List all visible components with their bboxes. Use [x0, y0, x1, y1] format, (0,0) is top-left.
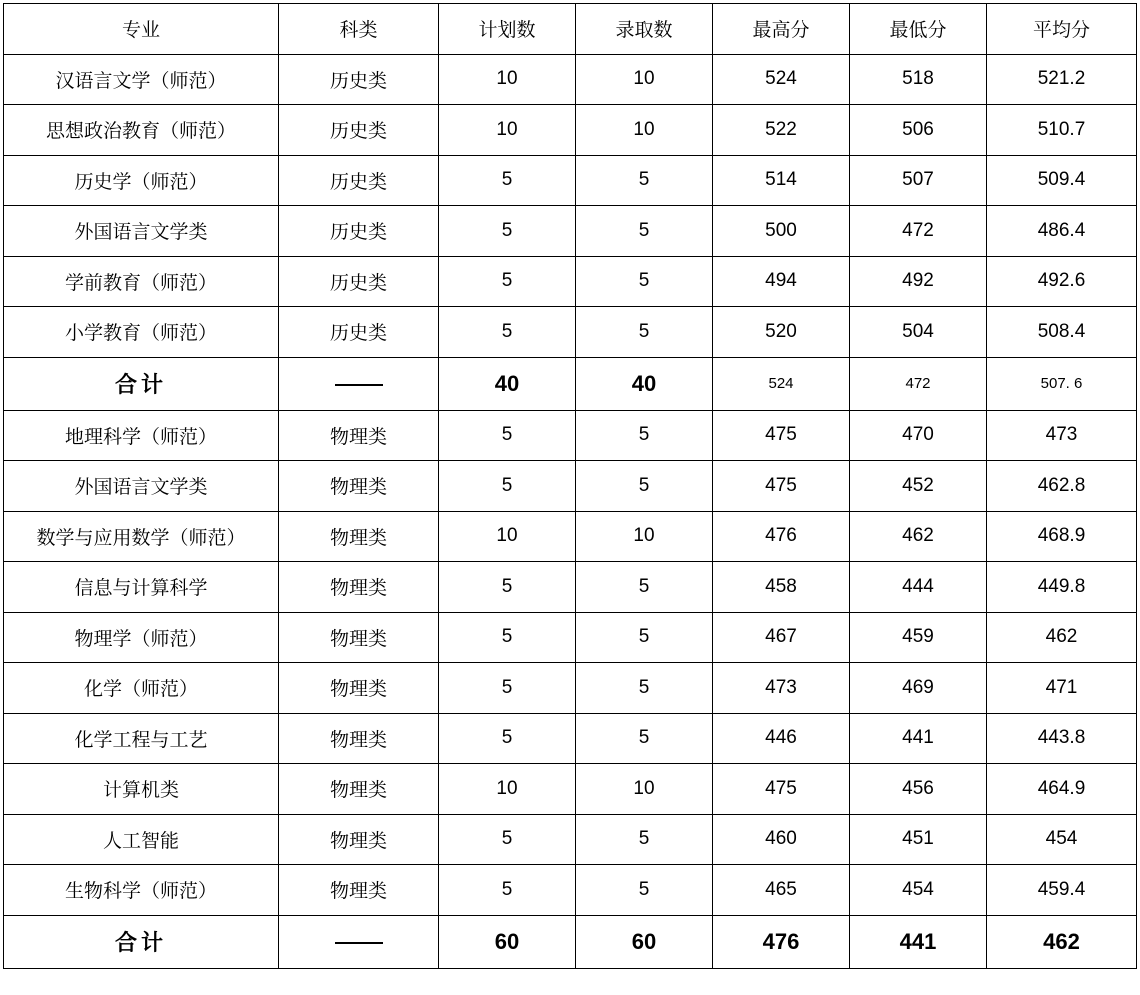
cell-highest: 446 — [713, 713, 850, 764]
cell-admitted: 10 — [576, 764, 713, 815]
cell-admitted: 5 — [576, 155, 713, 206]
cell-plan: 40 — [439, 357, 576, 410]
cell-category: 物理类 — [279, 814, 439, 865]
cell-highest: 473 — [713, 663, 850, 714]
table-row — [4, 105, 1137, 156]
cell-plan: 5 — [439, 814, 576, 865]
dash-line-icon — [335, 384, 383, 386]
cell-lowest: 507 — [850, 155, 987, 206]
table-row — [4, 511, 1137, 562]
cell-lowest: 504 — [850, 307, 987, 358]
cell-admitted: 5 — [576, 562, 713, 613]
cell-lowest: 452 — [850, 461, 987, 512]
cell-highest: 458 — [713, 562, 850, 613]
cell-category: 物理类 — [279, 764, 439, 815]
cell-category: 物理类 — [279, 663, 439, 714]
cell-lowest: 472 — [850, 206, 987, 257]
cell-highest: 475 — [713, 764, 850, 815]
table-total-row — [4, 357, 1137, 410]
cell-average: 471 — [987, 663, 1137, 714]
cell-highest: 494 — [713, 256, 850, 307]
cell-plan: 5 — [439, 461, 576, 512]
cell-plan: 5 — [439, 307, 576, 358]
cell-plan: 5 — [439, 410, 576, 461]
cell-category — [279, 915, 439, 968]
table-row — [4, 814, 1137, 865]
cell-category: 历史类 — [279, 54, 439, 105]
cell-average: 468.9 — [987, 511, 1137, 562]
cell-admitted: 5 — [576, 256, 713, 307]
cell-major: 化学工程与工艺 — [4, 713, 279, 764]
cell-average: 509.4 — [987, 155, 1137, 206]
cell-major: 外国语言文学类 — [4, 206, 279, 257]
column-header-highest: 最高分 — [713, 4, 850, 55]
cell-major: 思想政治教育（师范） — [4, 105, 279, 156]
cell-admitted: 5 — [576, 410, 713, 461]
cell-category: 历史类 — [279, 105, 439, 156]
cell-admitted: 5 — [576, 713, 713, 764]
cell-category: 历史类 — [279, 206, 439, 257]
column-header-lowest: 最低分 — [850, 4, 987, 55]
table-total-row — [4, 915, 1137, 968]
cell-category: 物理类 — [279, 713, 439, 764]
cell-plan: 10 — [439, 54, 576, 105]
table-row — [4, 410, 1137, 461]
cell-major: 外国语言文学类 — [4, 461, 279, 512]
cell-major: 生物科学（师范） — [4, 865, 279, 916]
cell-major: 小学教育（师范） — [4, 307, 279, 358]
cell-highest: 524 — [713, 54, 850, 105]
table-row — [4, 206, 1137, 257]
cell-plan: 5 — [439, 865, 576, 916]
cell-lowest: 470 — [850, 410, 987, 461]
table-row — [4, 612, 1137, 663]
cell-admitted: 5 — [576, 307, 713, 358]
cell-major: 物理学（师范） — [4, 612, 279, 663]
cell-average: 462.8 — [987, 461, 1137, 512]
cell-lowest: 518 — [850, 54, 987, 105]
table-row — [4, 155, 1137, 206]
cell-average: 462 — [987, 915, 1137, 968]
cell-average: 459.4 — [987, 865, 1137, 916]
cell-highest: 465 — [713, 865, 850, 916]
cell-lowest: 459 — [850, 612, 987, 663]
cell-plan: 5 — [439, 206, 576, 257]
cell-highest: 475 — [713, 461, 850, 512]
table-row — [4, 865, 1137, 916]
cell-lowest: 441 — [850, 713, 987, 764]
cell-plan: 60 — [439, 915, 576, 968]
cell-category: 物理类 — [279, 410, 439, 461]
cell-plan: 5 — [439, 256, 576, 307]
cell-average: 473 — [987, 410, 1137, 461]
cell-major: 人工智能 — [4, 814, 279, 865]
table-row — [4, 713, 1137, 764]
cell-plan: 10 — [439, 764, 576, 815]
cell-plan: 10 — [439, 105, 576, 156]
cell-average: 521.2 — [987, 54, 1137, 105]
column-header-admitted: 录取数 — [576, 4, 713, 55]
cell-highest: 476 — [713, 511, 850, 562]
cell-category: 物理类 — [279, 461, 439, 512]
cell-highest: 467 — [713, 612, 850, 663]
cell-average: 454 — [987, 814, 1137, 865]
cell-admitted: 5 — [576, 814, 713, 865]
cell-major: 信息与计算科学 — [4, 562, 279, 613]
cell-admitted: 5 — [576, 663, 713, 714]
cell-average: 462 — [987, 612, 1137, 663]
cell-major: 汉语言文学（师范） — [4, 54, 279, 105]
table-row — [4, 461, 1137, 512]
cell-major: 历史学（师范） — [4, 155, 279, 206]
cell-admitted: 5 — [576, 206, 713, 257]
column-header-average: 平均分 — [987, 4, 1137, 55]
cell-lowest: 506 — [850, 105, 987, 156]
cell-category — [279, 357, 439, 410]
cell-major: 合计 — [4, 357, 279, 410]
cell-highest: 524 — [713, 357, 850, 410]
cell-category: 历史类 — [279, 155, 439, 206]
cell-lowest: 454 — [850, 865, 987, 916]
cell-average: 464.9 — [987, 764, 1137, 815]
cell-category: 历史类 — [279, 307, 439, 358]
table-header-row — [4, 4, 1137, 55]
cell-major: 化学（师范） — [4, 663, 279, 714]
cell-highest: 522 — [713, 105, 850, 156]
table-row — [4, 764, 1137, 815]
cell-plan: 10 — [439, 511, 576, 562]
cell-category: 物理类 — [279, 562, 439, 613]
cell-highest: 520 — [713, 307, 850, 358]
cell-category: 物理类 — [279, 865, 439, 916]
cell-admitted: 10 — [576, 511, 713, 562]
cell-lowest: 441 — [850, 915, 987, 968]
cell-admitted: 5 — [576, 612, 713, 663]
cell-highest: 500 — [713, 206, 850, 257]
cell-plan: 5 — [439, 612, 576, 663]
cell-highest: 475 — [713, 410, 850, 461]
cell-highest: 476 — [713, 915, 850, 968]
cell-major: 数学与应用数学（师范） — [4, 511, 279, 562]
cell-lowest: 451 — [850, 814, 987, 865]
cell-plan: 5 — [439, 562, 576, 613]
cell-average: 449.8 — [987, 562, 1137, 613]
cell-plan: 5 — [439, 155, 576, 206]
cell-admitted: 10 — [576, 54, 713, 105]
cell-major: 计算机类 — [4, 764, 279, 815]
dash-line-icon — [335, 942, 383, 944]
cell-lowest: 472 — [850, 357, 987, 410]
admission-score-table — [3, 3, 1137, 969]
cell-major: 学前教育（师范） — [4, 256, 279, 307]
table-row — [4, 562, 1137, 613]
table-row — [4, 663, 1137, 714]
column-header-major: 专业 — [4, 4, 279, 55]
cell-average: 486.4 — [987, 206, 1137, 257]
cell-highest: 514 — [713, 155, 850, 206]
cell-category: 历史类 — [279, 256, 439, 307]
cell-major: 合计 — [4, 915, 279, 968]
cell-average: 443.8 — [987, 713, 1137, 764]
cell-admitted: 60 — [576, 915, 713, 968]
table-row — [4, 256, 1137, 307]
cell-category: 物理类 — [279, 511, 439, 562]
column-header-category: 科类 — [279, 4, 439, 55]
cell-lowest: 444 — [850, 562, 987, 613]
cell-admitted: 5 — [576, 865, 713, 916]
cell-lowest: 492 — [850, 256, 987, 307]
cell-plan: 5 — [439, 713, 576, 764]
cell-category: 物理类 — [279, 612, 439, 663]
table-body — [4, 54, 1137, 968]
cell-average: 508.4 — [987, 307, 1137, 358]
cell-admitted: 5 — [576, 461, 713, 512]
table-header — [4, 4, 1137, 55]
table-row — [4, 54, 1137, 105]
cell-average: 492.6 — [987, 256, 1137, 307]
cell-admitted: 10 — [576, 105, 713, 156]
cell-highest: 460 — [713, 814, 850, 865]
cell-major: 地理科学（师范） — [4, 410, 279, 461]
cell-average: 510.7 — [987, 105, 1137, 156]
cell-admitted: 40 — [576, 357, 713, 410]
cell-average: 507. 6 — [987, 357, 1137, 410]
cell-lowest: 462 — [850, 511, 987, 562]
cell-lowest: 469 — [850, 663, 987, 714]
column-header-plan: 计划数 — [439, 4, 576, 55]
cell-plan: 5 — [439, 663, 576, 714]
cell-lowest: 456 — [850, 764, 987, 815]
table-row — [4, 307, 1137, 358]
